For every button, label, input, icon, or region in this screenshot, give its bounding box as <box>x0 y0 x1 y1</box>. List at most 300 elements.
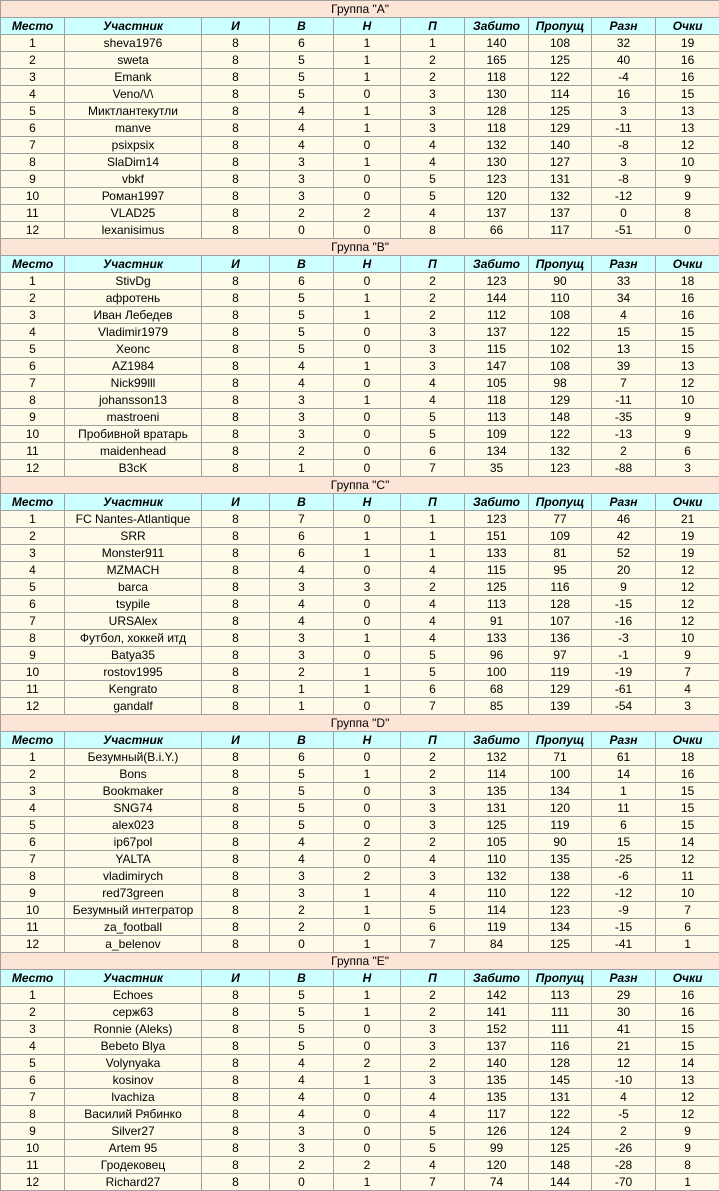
cell-difference: -61 <box>592 681 656 698</box>
cell-games: 8 <box>202 987 270 1004</box>
cell-conceded: 127 <box>529 154 592 171</box>
cell-points: 8 <box>656 1157 719 1174</box>
cell-games: 8 <box>202 681 270 698</box>
cell-conceded: 131 <box>529 1089 592 1106</box>
cell-difference: -5 <box>592 1106 656 1123</box>
header-conceded: Пропущ <box>529 970 592 987</box>
table-row <box>1 1174 719 1191</box>
cell-scored: 35 <box>465 460 529 477</box>
header-draws: Н <box>334 18 401 35</box>
cell-points: 15 <box>656 341 719 358</box>
cell-wins: 0 <box>270 936 334 953</box>
cell-wins: 3 <box>270 409 334 426</box>
cell-draws: 1 <box>334 307 401 324</box>
cell-draws: 1 <box>334 681 401 698</box>
cell-losses: 8 <box>401 222 465 239</box>
cell-points: 3 <box>656 698 719 715</box>
table-row <box>1 749 719 766</box>
cell-difference: -51 <box>592 222 656 239</box>
table-row <box>1 868 719 885</box>
cell-conceded: 113 <box>529 987 592 1004</box>
header-points: Очки <box>656 494 719 511</box>
header-scored: Забито <box>465 18 529 35</box>
cell-place: 1 <box>1 511 65 528</box>
cell-place: 3 <box>1 69 65 86</box>
cell-draws: 1 <box>334 1174 401 1191</box>
cell-draws: 1 <box>334 936 401 953</box>
cell-points: 14 <box>656 1055 719 1072</box>
cell-draws: 1 <box>334 154 401 171</box>
cell-player: Пробивной вратарь <box>65 426 202 443</box>
table-row <box>1 766 719 783</box>
cell-games: 8 <box>202 698 270 715</box>
cell-place: 9 <box>1 171 65 188</box>
column-header-row <box>1 256 719 273</box>
cell-place: 3 <box>1 307 65 324</box>
header-losses: П <box>401 256 465 273</box>
cell-scored: 137 <box>465 324 529 341</box>
cell-games: 8 <box>202 1106 270 1123</box>
cell-points: 13 <box>656 103 719 120</box>
cell-scored: 114 <box>465 766 529 783</box>
cell-games: 8 <box>202 222 270 239</box>
table-row <box>1 205 719 222</box>
cell-games: 8 <box>202 35 270 52</box>
cell-place: 11 <box>1 205 65 222</box>
cell-difference: 42 <box>592 528 656 545</box>
cell-games: 8 <box>202 103 270 120</box>
cell-points: 9 <box>656 1123 719 1140</box>
cell-player: FC Nantes-Atlantique <box>65 511 202 528</box>
cell-points: 13 <box>656 120 719 137</box>
cell-points: 16 <box>656 987 719 1004</box>
cell-draws: 0 <box>334 443 401 460</box>
cell-conceded: 90 <box>529 273 592 290</box>
cell-conceded: 77 <box>529 511 592 528</box>
cell-place: 7 <box>1 137 65 154</box>
cell-points: 12 <box>656 562 719 579</box>
cell-games: 8 <box>202 273 270 290</box>
table-row <box>1 1106 719 1123</box>
cell-losses: 4 <box>401 613 465 630</box>
cell-difference: 20 <box>592 562 656 579</box>
cell-draws: 1 <box>334 902 401 919</box>
cell-points: 12 <box>656 137 719 154</box>
cell-scored: 113 <box>465 409 529 426</box>
cell-wins: 0 <box>270 222 334 239</box>
table-row <box>1 562 719 579</box>
cell-losses: 5 <box>401 1123 465 1140</box>
cell-wins: 4 <box>270 834 334 851</box>
header-player: Участник <box>65 732 202 749</box>
cell-difference: 29 <box>592 987 656 1004</box>
cell-difference: 3 <box>592 103 656 120</box>
table-row <box>1 630 719 647</box>
cell-scored: 91 <box>465 613 529 630</box>
cell-games: 8 <box>202 188 270 205</box>
cell-losses: 5 <box>401 188 465 205</box>
group-title-row <box>1 477 719 494</box>
cell-points: 16 <box>656 52 719 69</box>
cell-games: 8 <box>202 358 270 375</box>
header-losses: П <box>401 494 465 511</box>
cell-games: 8 <box>202 630 270 647</box>
table-row <box>1 1123 719 1140</box>
cell-draws: 0 <box>334 698 401 715</box>
header-losses: П <box>401 18 465 35</box>
cell-games: 8 <box>202 596 270 613</box>
cell-games: 8 <box>202 834 270 851</box>
cell-conceded: 144 <box>529 1174 592 1191</box>
cell-wins: 2 <box>270 443 334 460</box>
cell-place: 12 <box>1 698 65 715</box>
cell-player: Richard27 <box>65 1174 202 1191</box>
cell-wins: 4 <box>270 103 334 120</box>
cell-wins: 6 <box>270 273 334 290</box>
cell-draws: 0 <box>334 749 401 766</box>
table-row <box>1 290 719 307</box>
cell-points: 12 <box>656 596 719 613</box>
cell-losses: 7 <box>401 936 465 953</box>
cell-scored: 131 <box>465 800 529 817</box>
cell-games: 8 <box>202 817 270 834</box>
cell-draws: 0 <box>334 613 401 630</box>
cell-conceded: 122 <box>529 324 592 341</box>
header-points: Очки <box>656 256 719 273</box>
cell-player: Nick99lll <box>65 375 202 392</box>
cell-difference: 46 <box>592 511 656 528</box>
cell-difference: 39 <box>592 358 656 375</box>
cell-scored: 130 <box>465 154 529 171</box>
cell-conceded: 131 <box>529 171 592 188</box>
cell-losses: 3 <box>401 817 465 834</box>
cell-scored: 151 <box>465 528 529 545</box>
cell-place: 5 <box>1 579 65 596</box>
cell-losses: 1 <box>401 528 465 545</box>
cell-draws: 0 <box>334 409 401 426</box>
cell-losses: 2 <box>401 69 465 86</box>
table-row <box>1 1004 719 1021</box>
cell-draws: 1 <box>334 885 401 902</box>
cell-player: mastroeni <box>65 409 202 426</box>
cell-scored: 133 <box>465 630 529 647</box>
cell-draws: 1 <box>334 630 401 647</box>
cell-place: 9 <box>1 1123 65 1140</box>
cell-difference: 12 <box>592 1055 656 1072</box>
cell-scored: 110 <box>465 851 529 868</box>
cell-wins: 3 <box>270 630 334 647</box>
cell-wins: 3 <box>270 868 334 885</box>
cell-player: Artem 95 <box>65 1140 202 1157</box>
cell-scored: 115 <box>465 341 529 358</box>
cell-place: 12 <box>1 460 65 477</box>
cell-player: Футбол, хоккей итд <box>65 630 202 647</box>
cell-place: 11 <box>1 443 65 460</box>
cell-losses: 7 <box>401 698 465 715</box>
cell-scored: 119 <box>465 919 529 936</box>
column-header-row <box>1 970 719 987</box>
cell-scored: 96 <box>465 647 529 664</box>
cell-conceded: 119 <box>529 817 592 834</box>
cell-draws: 3 <box>334 579 401 596</box>
cell-player: SRR <box>65 528 202 545</box>
cell-wins: 5 <box>270 800 334 817</box>
cell-player: Безумный интегратор <box>65 902 202 919</box>
cell-draws: 0 <box>334 647 401 664</box>
table-row <box>1 511 719 528</box>
cell-difference: 16 <box>592 86 656 103</box>
cell-place: 4 <box>1 800 65 817</box>
cell-scored: 68 <box>465 681 529 698</box>
cell-games: 8 <box>202 902 270 919</box>
cell-scored: 137 <box>465 1038 529 1055</box>
cell-scored: 135 <box>465 1072 529 1089</box>
cell-points: 7 <box>656 902 719 919</box>
table-row <box>1 851 719 868</box>
cell-scored: 128 <box>465 103 529 120</box>
cell-losses: 4 <box>401 154 465 171</box>
cell-draws: 0 <box>334 86 401 103</box>
cell-difference: 14 <box>592 766 656 783</box>
cell-draws: 0 <box>334 188 401 205</box>
cell-games: 8 <box>202 1004 270 1021</box>
cell-draws: 1 <box>334 766 401 783</box>
table-row <box>1 1021 719 1038</box>
cell-points: 9 <box>656 188 719 205</box>
cell-games: 8 <box>202 460 270 477</box>
header-place: Место <box>1 18 65 35</box>
cell-points: 4 <box>656 681 719 698</box>
cell-conceded: 145 <box>529 1072 592 1089</box>
cell-difference: 40 <box>592 52 656 69</box>
cell-draws: 1 <box>334 545 401 562</box>
cell-draws: 2 <box>334 205 401 222</box>
cell-wins: 5 <box>270 69 334 86</box>
header-draws: Н <box>334 970 401 987</box>
table-row <box>1 545 719 562</box>
cell-difference: 21 <box>592 1038 656 1055</box>
cell-difference: 7 <box>592 375 656 392</box>
cell-losses: 3 <box>401 1021 465 1038</box>
group-title: Группа "A" <box>1 1 719 18</box>
cell-wins: 5 <box>270 341 334 358</box>
cell-draws: 0 <box>334 1089 401 1106</box>
cell-games: 8 <box>202 120 270 137</box>
cell-losses: 6 <box>401 919 465 936</box>
cell-scored: 123 <box>465 273 529 290</box>
cell-wins: 4 <box>270 1089 334 1106</box>
cell-draws: 0 <box>334 783 401 800</box>
cell-points: 21 <box>656 511 719 528</box>
cell-draws: 0 <box>334 341 401 358</box>
cell-place: 9 <box>1 885 65 902</box>
cell-scored: 125 <box>465 579 529 596</box>
cell-games: 8 <box>202 800 270 817</box>
cell-player: ip67pol <box>65 834 202 851</box>
cell-points: 9 <box>656 1140 719 1157</box>
cell-player: barca <box>65 579 202 596</box>
cell-draws: 0 <box>334 1021 401 1038</box>
cell-difference: 34 <box>592 290 656 307</box>
cell-difference: -8 <box>592 137 656 154</box>
cell-conceded: 122 <box>529 426 592 443</box>
cell-player: URSAlex <box>65 613 202 630</box>
cell-wins: 4 <box>270 1072 334 1089</box>
header-player: Участник <box>65 256 202 273</box>
cell-points: 15 <box>656 1021 719 1038</box>
cell-place: 10 <box>1 188 65 205</box>
cell-player: StivDg <box>65 273 202 290</box>
cell-conceded: 136 <box>529 630 592 647</box>
cell-scored: 117 <box>465 1106 529 1123</box>
cell-losses: 4 <box>401 630 465 647</box>
cell-games: 8 <box>202 1140 270 1157</box>
cell-losses: 2 <box>401 579 465 596</box>
table-row <box>1 137 719 154</box>
cell-games: 8 <box>202 511 270 528</box>
cell-difference: -41 <box>592 936 656 953</box>
cell-conceded: 125 <box>529 52 592 69</box>
cell-scored: 85 <box>465 698 529 715</box>
cell-scored: 112 <box>465 307 529 324</box>
cell-player: Иван Лебедев <box>65 307 202 324</box>
cell-losses: 2 <box>401 766 465 783</box>
cell-points: 19 <box>656 528 719 545</box>
cell-conceded: 108 <box>529 358 592 375</box>
cell-draws: 1 <box>334 392 401 409</box>
cell-losses: 3 <box>401 1072 465 1089</box>
cell-wins: 2 <box>270 902 334 919</box>
cell-place: 2 <box>1 290 65 307</box>
cell-difference: -9 <box>592 902 656 919</box>
cell-draws: 1 <box>334 1004 401 1021</box>
cell-draws: 0 <box>334 817 401 834</box>
cell-draws: 1 <box>334 103 401 120</box>
cell-losses: 2 <box>401 834 465 851</box>
group-title-row <box>1 239 719 256</box>
cell-games: 8 <box>202 443 270 460</box>
cell-conceded: 110 <box>529 290 592 307</box>
header-points: Очки <box>656 18 719 35</box>
cell-conceded: 71 <box>529 749 592 766</box>
cell-difference: -54 <box>592 698 656 715</box>
table-row <box>1 596 719 613</box>
cell-place: 5 <box>1 1055 65 1072</box>
cell-games: 8 <box>202 1174 270 1191</box>
cell-points: 15 <box>656 783 719 800</box>
cell-draws: 0 <box>334 1038 401 1055</box>
cell-losses: 2 <box>401 52 465 69</box>
cell-games: 8 <box>202 290 270 307</box>
cell-place: 7 <box>1 1089 65 1106</box>
cell-place: 12 <box>1 222 65 239</box>
cell-games: 8 <box>202 341 270 358</box>
cell-games: 8 <box>202 307 270 324</box>
table-row <box>1 307 719 324</box>
header-player: Участник <box>65 494 202 511</box>
table-row <box>1 375 719 392</box>
cell-scored: 135 <box>465 1089 529 1106</box>
cell-conceded: 107 <box>529 613 592 630</box>
cell-difference: 52 <box>592 545 656 562</box>
cell-wins: 6 <box>270 528 334 545</box>
cell-player: alex023 <box>65 817 202 834</box>
cell-place: 7 <box>1 851 65 868</box>
cell-difference: -70 <box>592 1174 656 1191</box>
header-scored: Забито <box>465 494 529 511</box>
header-place: Место <box>1 732 65 749</box>
cell-player: vladimirych <box>65 868 202 885</box>
cell-points: 12 <box>656 1089 719 1106</box>
cell-difference: 6 <box>592 817 656 834</box>
cell-points: 18 <box>656 273 719 290</box>
cell-draws: 0 <box>334 1140 401 1157</box>
table-row <box>1 613 719 630</box>
cell-place: 4 <box>1 86 65 103</box>
cell-wins: 3 <box>270 154 334 171</box>
cell-points: 8 <box>656 205 719 222</box>
column-header-row <box>1 732 719 749</box>
cell-points: 15 <box>656 86 719 103</box>
cell-draws: 1 <box>334 35 401 52</box>
cell-scored: 135 <box>465 783 529 800</box>
table-body <box>1 1 719 1191</box>
header-draws: Н <box>334 732 401 749</box>
table-row <box>1 460 719 477</box>
cell-place: 2 <box>1 1004 65 1021</box>
cell-wins: 6 <box>270 749 334 766</box>
cell-conceded: 119 <box>529 664 592 681</box>
cell-draws: 0 <box>334 137 401 154</box>
cell-conceded: 114 <box>529 86 592 103</box>
cell-conceded: 125 <box>529 103 592 120</box>
cell-conceded: 129 <box>529 120 592 137</box>
cell-points: 0 <box>656 222 719 239</box>
cell-conceded: 97 <box>529 647 592 664</box>
cell-wins: 4 <box>270 358 334 375</box>
cell-difference: 2 <box>592 443 656 460</box>
cell-scored: 123 <box>465 511 529 528</box>
cell-difference: -16 <box>592 613 656 630</box>
cell-player: vbkf <box>65 171 202 188</box>
header-difference: Разн <box>592 732 656 749</box>
cell-losses: 7 <box>401 460 465 477</box>
cell-conceded: 128 <box>529 596 592 613</box>
cell-losses: 1 <box>401 35 465 52</box>
cell-place: 9 <box>1 647 65 664</box>
cell-draws: 1 <box>334 1072 401 1089</box>
cell-player: Echoes <box>65 987 202 1004</box>
cell-difference: 4 <box>592 307 656 324</box>
cell-conceded: 125 <box>529 1140 592 1157</box>
table-row <box>1 783 719 800</box>
cell-wins: 1 <box>270 460 334 477</box>
cell-losses: 5 <box>401 409 465 426</box>
cell-conceded: 116 <box>529 579 592 596</box>
cell-scored: 100 <box>465 664 529 681</box>
cell-points: 9 <box>656 409 719 426</box>
header-player: Участник <box>65 18 202 35</box>
cell-losses: 3 <box>401 868 465 885</box>
cell-player: VLAD25 <box>65 205 202 222</box>
cell-player: B3cK <box>65 460 202 477</box>
cell-player: Роман1997 <box>65 188 202 205</box>
cell-losses: 2 <box>401 307 465 324</box>
cell-conceded: 135 <box>529 851 592 868</box>
cell-player: gandalf <box>65 698 202 715</box>
cell-difference: -35 <box>592 409 656 426</box>
cell-losses: 4 <box>401 1089 465 1106</box>
